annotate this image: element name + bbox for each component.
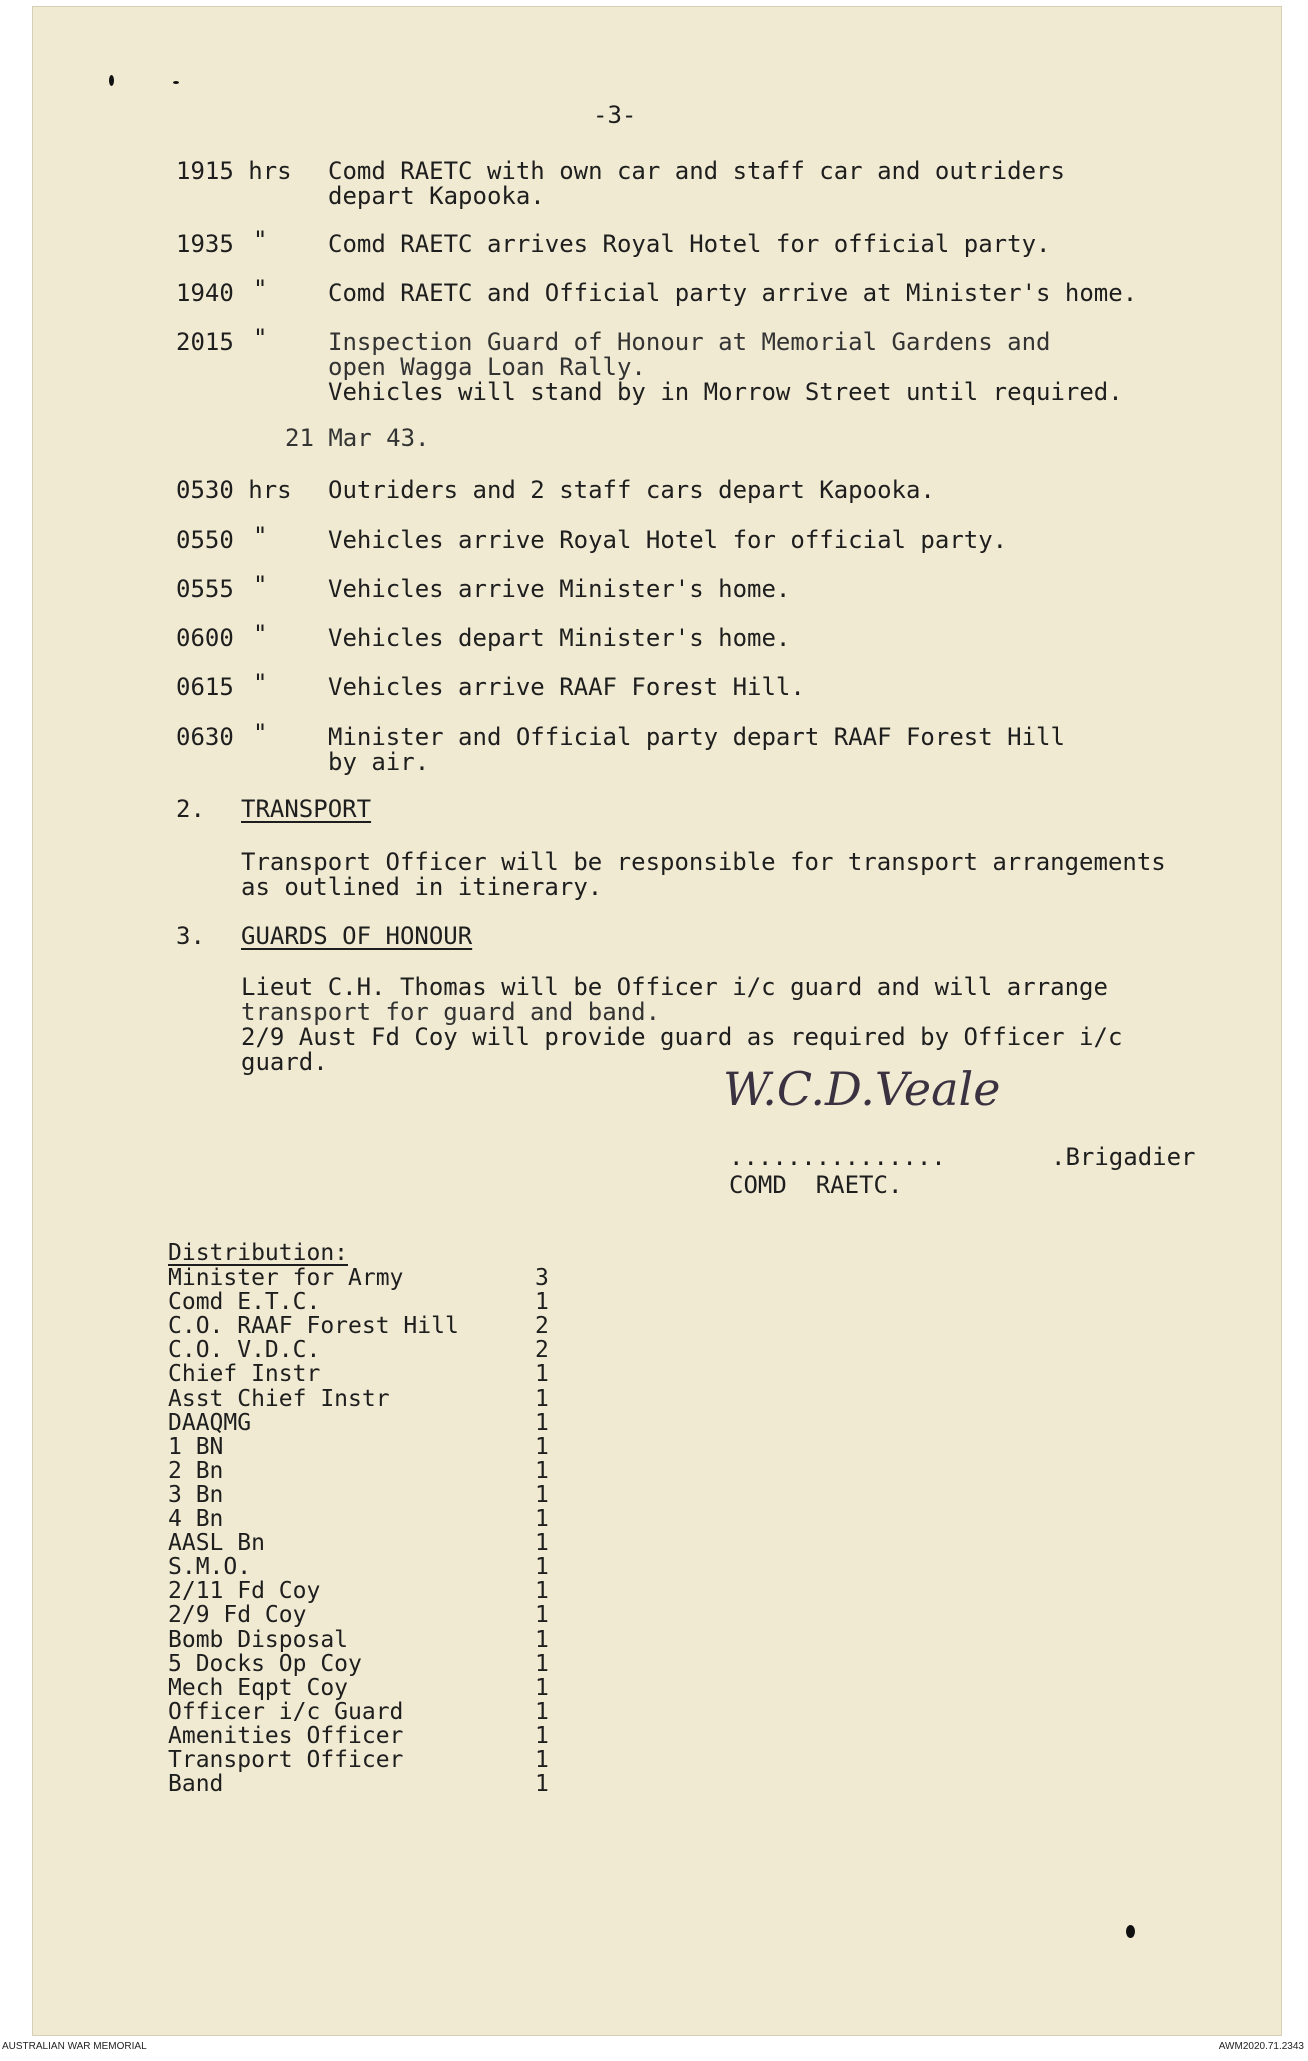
schedule-entry-line: Comd RAETC arrives Royal Hotel for official party.: [328, 230, 1051, 258]
section-heading: TRANSPORT: [241, 795, 372, 823]
distribution-recipient: 2/9 Fd Coy: [168, 1602, 307, 1628]
signatory-rank: .Brigadier: [1051, 1143, 1196, 1171]
schedule-time: 1935: [176, 230, 234, 258]
ditto-mark: ": [253, 719, 268, 747]
distribution-copies: 1: [535, 1771, 549, 1797]
distribution-copies: 2: [535, 1337, 549, 1363]
distribution-copies: 1: [535, 1530, 549, 1556]
schedule-time: 0530 hrs: [176, 476, 292, 504]
distribution-copies: 1: [535, 1578, 549, 1604]
footer-right: AWM2020.71.2343: [1218, 2041, 1304, 2052]
distribution-recipient: C.O. V.D.C.: [168, 1337, 321, 1363]
schedule-time: 1940: [176, 279, 234, 307]
distribution-copies: 1: [535, 1434, 549, 1460]
section-body-line: Lieut C.H. Thomas will be Officer i/c guard and will arrange: [241, 973, 1108, 1001]
ditto-mark: ": [253, 669, 268, 697]
distribution-copies: 1: [535, 1361, 549, 1387]
signature-text: W.C.D.Veale: [723, 1062, 1001, 1116]
schedule-time: 1915 hrs: [176, 157, 292, 185]
distribution-copies: 1: [535, 1458, 549, 1484]
ink-speck-mark: [1126, 1925, 1135, 1938]
distribution-copies: 1: [535, 1506, 549, 1532]
section-body-line: as outlined in itinerary.: [241, 873, 603, 901]
distribution-copies: 1: [535, 1289, 549, 1315]
distribution-copies: 1: [535, 1699, 549, 1725]
schedule-entry-line: by air.: [328, 748, 430, 776]
section-heading: GUARDS OF HONOUR: [241, 922, 473, 950]
schedule-time: 0630: [176, 723, 234, 751]
distribution-recipient: Transport Officer: [168, 1747, 404, 1773]
signature-dots: ...............: [729, 1143, 946, 1171]
distribution-recipient: Mech Eqpt Coy: [168, 1675, 349, 1701]
section-number: 3.: [176, 922, 205, 950]
distribution-copies: 3: [535, 1265, 549, 1291]
distribution-copies: 1: [535, 1747, 549, 1773]
schedule-entry-line: open Wagga Loan Rally.: [328, 353, 646, 381]
distribution-copies: 1: [535, 1386, 549, 1412]
ink-speck-mark: [109, 75, 114, 86]
distribution-recipient: Band: [168, 1771, 224, 1797]
date-heading: 21 Mar 43.: [285, 424, 430, 452]
schedule-time: 0555: [176, 575, 234, 603]
distribution-recipient: 2/11 Fd Coy: [168, 1578, 321, 1604]
ink-speck-mark: [173, 81, 179, 84]
distribution-recipient: S.M.O.: [168, 1554, 252, 1580]
distribution-recipient: 4 Bn: [168, 1506, 224, 1532]
schedule-time: 2015: [176, 328, 234, 356]
distribution-recipient: Comd E.T.C.: [168, 1289, 321, 1315]
distribution-copies: 1: [535, 1651, 549, 1677]
distribution-copies: 1: [535, 1675, 549, 1701]
section-body-line: transport for guard and band.: [241, 998, 661, 1026]
distribution-recipient: 2 Bn: [168, 1458, 224, 1484]
schedule-time: 0615: [176, 673, 234, 701]
schedule-entry-line: Comd RAETC with own car and staff car and outriders: [328, 157, 1065, 185]
distribution-recipient: Bomb Disposal: [168, 1627, 349, 1653]
ditto-mark: ": [253, 226, 268, 254]
ditto-mark: ": [253, 620, 268, 648]
schedule-entry-line: Vehicles will stand by in Morrow Street until required.: [328, 378, 1123, 406]
ditto-mark: ": [253, 522, 268, 550]
ditto-mark: ": [253, 571, 268, 599]
footer-left: AUSTRALIAN WAR MEMORIAL: [2, 2041, 147, 2052]
section-body-line: 2/9 Aust Fd Coy will provide guard as required by Officer i/c: [241, 1023, 1123, 1051]
document-page: [32, 6, 1282, 2036]
distribution-recipient: Officer i/c Guard: [168, 1699, 404, 1725]
distribution-recipient: 1 BN: [168, 1434, 224, 1460]
schedule-entry-line: Vehicles arrive RAAF Forest Hill.: [328, 673, 805, 701]
distribution-copies: 1: [535, 1410, 549, 1436]
signatory-title: COMD RAETC.: [729, 1171, 903, 1199]
section-body-line: guard.: [241, 1048, 328, 1076]
schedule-entry-line: Outriders and 2 staff cars depart Kapooka.: [328, 476, 935, 504]
page-number: -3-: [593, 101, 637, 129]
distribution-copies: 1: [535, 1482, 549, 1508]
schedule-entry-line: Minister and Official party depart RAAF Forest Hill: [328, 723, 1065, 751]
ditto-mark: ": [253, 324, 268, 352]
schedule-time: 0600: [176, 624, 234, 652]
distribution-recipient: AASL Bn: [168, 1530, 265, 1556]
schedule-entry-line: Vehicles depart Minister's home.: [328, 624, 791, 652]
distribution-copies: 1: [535, 1627, 549, 1653]
distribution-recipient: Minister for Army: [168, 1265, 404, 1291]
distribution-recipient: 5 Docks Op Coy: [168, 1651, 362, 1677]
distribution-recipient: Chief Instr: [168, 1361, 321, 1387]
section-number: 2.: [176, 795, 205, 823]
distribution-recipient: 3 Bn: [168, 1482, 224, 1508]
schedule-entry-line: Vehicles arrive Minister's home.: [328, 575, 791, 603]
schedule-entry-line: Vehicles arrive Royal Hotel for official party.: [328, 526, 1008, 554]
schedule-time: 0550: [176, 526, 234, 554]
schedule-entry-line: Inspection Guard of Honour at Memorial Gardens and: [328, 328, 1051, 356]
distribution-recipient: DAAQMG: [168, 1410, 252, 1436]
distribution-copies: 2: [535, 1313, 549, 1339]
schedule-entry-line: Comd RAETC and Official party arrive at Minister's home.: [328, 279, 1138, 307]
distribution-recipient: Asst Chief Instr: [168, 1386, 390, 1412]
distribution-copies: 1: [535, 1602, 549, 1628]
distribution-copies: 1: [535, 1554, 549, 1580]
distribution-heading: Distribution:: [168, 1240, 349, 1266]
ditto-mark: ": [253, 275, 268, 303]
distribution-copies: 1: [535, 1723, 549, 1749]
schedule-entry-line: depart Kapooka.: [328, 182, 545, 210]
distribution-recipient: Amenities Officer: [168, 1723, 404, 1749]
section-body-line: Transport Officer will be responsible for transport arrangements: [241, 848, 1166, 876]
distribution-recipient: C.O. RAAF Forest Hill: [168, 1313, 459, 1339]
handwritten-signature: [723, 1062, 1000, 1116]
